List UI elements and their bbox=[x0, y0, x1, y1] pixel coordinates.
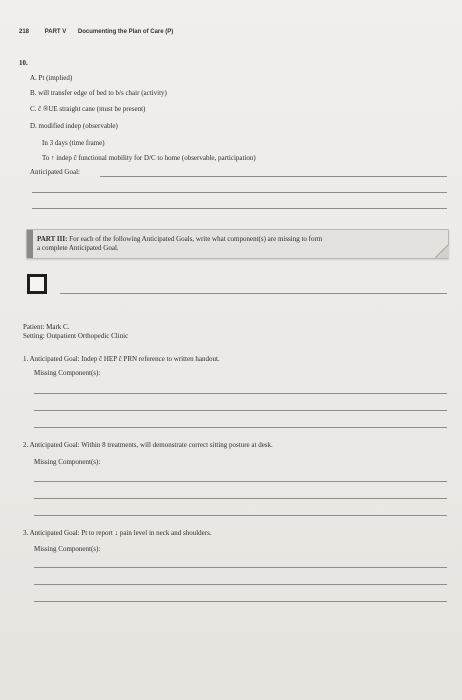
answer-line-1b[interactable] bbox=[34, 410, 447, 411]
answer-line-3a[interactable] bbox=[34, 567, 447, 568]
chapter-title: Documenting the Plan of Care (P) bbox=[77, 29, 174, 35]
missing-label-1: Missing Component(s): bbox=[34, 369, 101, 377]
answer-a: A. Pt (implied) bbox=[30, 74, 73, 82]
answer-line-2c[interactable] bbox=[34, 515, 447, 516]
goal-item-2: 2. Anticipated Goal: Within 8 treatments, will demonstrate correct sitting posture at desk. bbox=[23, 441, 273, 449]
goal-answer-line-2[interactable] bbox=[32, 192, 447, 193]
answer-c: C. č ®UE straight cane (must be present) bbox=[30, 105, 146, 113]
part-three-instruction-2: a complete Anticipated Goal. bbox=[37, 244, 119, 252]
answer-b: B. will transfer edge of bed to b/s chair (activity) bbox=[30, 89, 167, 97]
answer-time-frame: In 3 days (time frame) bbox=[42, 139, 105, 147]
answer-line-2b[interactable] bbox=[34, 498, 447, 499]
page-header bbox=[19, 29, 173, 35]
patient-setting: Setting: Outpatient Orthopedic Clinic bbox=[23, 332, 129, 340]
goal-answer-line-3[interactable] bbox=[32, 208, 447, 209]
question-number: 10. bbox=[19, 59, 28, 67]
missing-label-2: Missing Component(s): bbox=[34, 458, 101, 466]
goal-item-1: 1. Anticipated Goal: Indep č HEP č PRN reference to written handout. bbox=[23, 355, 220, 363]
banner-tab bbox=[27, 230, 33, 258]
goal-item-3: 3. Anticipated Goal: Pt to report ↓ pain level in neck and shoulders. bbox=[23, 529, 212, 537]
answer-function: To ↑ indep č functional mobility for D/C to home (observable, participation) bbox=[42, 154, 256, 162]
missing-label-3: Missing Component(s): bbox=[34, 545, 101, 553]
part-three-banner bbox=[26, 229, 449, 259]
checkbox-icon[interactable] bbox=[27, 274, 47, 294]
banner-line-1 bbox=[37, 235, 322, 244]
answer-line-3b[interactable] bbox=[34, 584, 447, 585]
goal-answer-line-1[interactable] bbox=[100, 176, 447, 177]
answer-line-1a[interactable] bbox=[34, 393, 447, 394]
page-fold-icon bbox=[435, 244, 449, 258]
answer-line-2a[interactable] bbox=[34, 481, 447, 482]
page-number: 218 bbox=[19, 29, 30, 35]
anticipated-goal-label: Anticipated Goal: bbox=[30, 168, 80, 176]
checkbox-answer-line[interactable] bbox=[60, 293, 447, 294]
part-three-heading: PART III: bbox=[37, 235, 68, 243]
answer-line-1c[interactable] bbox=[34, 427, 447, 428]
answer-line-3c[interactable] bbox=[34, 601, 447, 602]
answer-d: D. modified indep (observable) bbox=[30, 122, 118, 130]
part-three-instruction-1: For each of the following Anticipated Goals, write what component(s) are missing to form bbox=[69, 235, 323, 243]
part-label: PART V bbox=[44, 29, 67, 35]
patient-name: Patient: Mark C. bbox=[23, 323, 70, 331]
